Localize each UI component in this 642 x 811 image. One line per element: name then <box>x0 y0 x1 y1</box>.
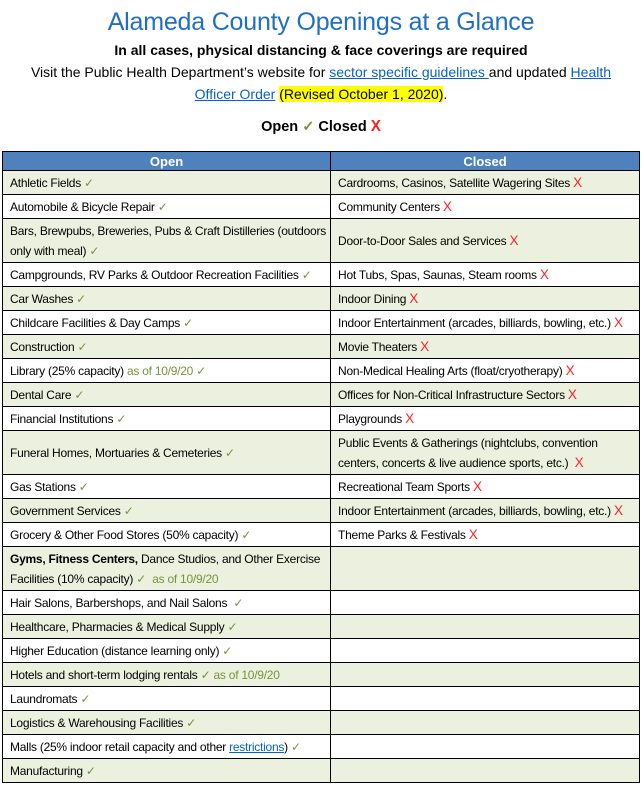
text-segment: Door-to-Door Sales and Services <box>338 233 510 248</box>
inline-link[interactable]: Health <box>570 64 612 80</box>
table-row <box>3 195 640 219</box>
x-icon: X <box>565 362 575 378</box>
closed-cell <box>331 431 640 475</box>
open-column-header: Open <box>3 152 331 171</box>
text-segment: Laundromats <box>10 691 81 706</box>
subtitle: In all cases, physical distancing & face coverings are required <box>114 42 528 58</box>
x-icon: X <box>539 266 549 282</box>
check-icon: ✓ <box>200 667 211 682</box>
check-icon: ✓ <box>225 445 235 460</box>
open-cell <box>3 219 331 263</box>
table-row <box>3 359 640 383</box>
x-icon: X <box>468 526 478 542</box>
closed-cell <box>331 287 640 311</box>
x-icon: X <box>613 314 623 330</box>
text-segment: Indoor Entertainment (arcades, billiards, bowling, etc.) <box>338 315 614 330</box>
check-icon: ✓ <box>80 691 91 706</box>
open-cell <box>3 407 331 431</box>
check-icon: ✓ <box>290 739 301 754</box>
open-cell <box>3 171 331 195</box>
bold-text: Gyms, Fitness Centers, <box>10 551 138 566</box>
check-icon: ✓ <box>123 503 134 518</box>
check-icon: ✓ <box>302 119 315 135</box>
text-segment: Cardrooms, Casinos, Satellite Wagering Sites <box>338 175 574 190</box>
table-row <box>3 263 640 287</box>
text-segment: Offices for Non-Critical Infrastructure Sectors <box>338 387 568 402</box>
check-icon: ✓ <box>78 479 89 494</box>
text-segment: Bars, Brewpubs, Breweries, Pubs & Craft Distilleries (outdoors only with meal) <box>10 223 330 258</box>
bold-text: Closed <box>314 119 371 135</box>
table-row <box>3 335 640 359</box>
check-icon: ✓ <box>183 315 193 330</box>
text-segment: Grocery & Other Food Stores (50% capacity) <box>10 527 242 542</box>
table-row <box>3 687 640 711</box>
text-segment: Automobile & Bicycle Repair <box>10 199 158 214</box>
check-icon: ✓ <box>186 715 197 730</box>
visit-note <box>2 61 640 105</box>
open-cell <box>3 311 331 335</box>
table-row <box>3 663 640 687</box>
open-cell <box>3 735 331 759</box>
text-segment: . <box>443 86 448 102</box>
text-segment: Childcare Facilities & Day Camps <box>10 315 184 330</box>
check-icon: ✓ <box>301 267 312 282</box>
open-cell <box>3 615 331 639</box>
closed-cell <box>331 195 640 219</box>
x-icon: X <box>370 118 381 135</box>
closed-cell <box>331 383 640 407</box>
text-segment: Hotels and short-term lodging rentals <box>10 667 201 682</box>
text-segment: Dental Care <box>10 387 75 402</box>
table-row <box>3 523 640 547</box>
x-icon: X <box>574 454 584 470</box>
closed-cell <box>331 475 640 499</box>
text-segment: Community Centers <box>338 199 443 214</box>
check-icon: ✓ <box>157 199 168 214</box>
table-row <box>3 219 640 263</box>
x-icon: X <box>420 338 429 354</box>
text-segment: Indoor Dining <box>338 291 410 306</box>
inline-link[interactable]: sector specific guidelines <box>329 64 489 80</box>
page-title: Alameda County Openings at a Glance <box>107 8 535 36</box>
check-icon: ✓ <box>74 387 85 402</box>
text-segment: Manufacturing <box>10 763 86 778</box>
closed-cell <box>331 171 640 195</box>
x-icon: X <box>442 198 452 214</box>
text-segment: Hair Salons, Barbershops, and Nail Salons <box>10 595 234 610</box>
text-segment: Financial Institutions <box>10 411 117 426</box>
text-segment: Hot Tubs, Spas, Saunas, Steam rooms <box>338 267 540 282</box>
table-row <box>3 591 640 615</box>
closed-cell <box>331 263 640 287</box>
closed-cell <box>331 711 640 735</box>
open-cell <box>3 287 331 311</box>
text-segment: Malls (25% indoor retail capacity and other <box>10 739 230 754</box>
table-row <box>3 759 640 783</box>
open-cell <box>3 591 331 615</box>
table-row <box>3 407 640 431</box>
date-note: as of 10/9/20 <box>126 363 197 378</box>
open-cell <box>3 547 331 591</box>
x-icon: X <box>567 386 577 402</box>
table-row <box>3 475 640 499</box>
inline-link[interactable]: Officer Order <box>194 86 276 102</box>
open-cell <box>3 663 331 687</box>
text-segment: Government Services <box>10 503 124 518</box>
check-icon: ✓ <box>84 175 94 190</box>
text-segment: Logistics & Warehousing Facilities <box>10 715 187 730</box>
open-cell <box>3 195 331 219</box>
text-segment: Dance Studios, and Other Exercise Facilities (10% capacity) <box>10 551 324 586</box>
x-icon: X <box>509 232 519 248</box>
x-icon: X <box>409 290 419 306</box>
text-segment: and updated <box>488 64 571 80</box>
open-cell <box>3 711 331 735</box>
text-segment: Higher Education (distance learning only) <box>10 643 223 658</box>
text-segment: Movie Theaters <box>338 339 421 354</box>
table-row <box>3 383 640 407</box>
open-cell <box>3 383 331 407</box>
table-row <box>3 711 640 735</box>
date-note: as of 10/9/20 <box>146 571 219 586</box>
text-segment: Indoor Entertainment (arcades, billiards, bowling, etc.) <box>338 503 614 518</box>
open-cell <box>3 431 331 475</box>
text-segment: Funeral Homes, Mortuaries & Cemeteries <box>10 445 225 460</box>
text-segment: Construction <box>10 339 78 354</box>
closed-cell <box>331 335 640 359</box>
check-icon: ✓ <box>89 243 100 258</box>
open-cell <box>3 687 331 711</box>
closed-cell <box>331 735 640 759</box>
table-row <box>3 311 640 335</box>
open-cell <box>3 475 331 499</box>
check-icon: ✓ <box>116 411 127 426</box>
text-segment: Non-Medical Healing Arts (float/cryotherapy) <box>338 363 566 378</box>
check-icon: ✓ <box>77 339 88 354</box>
closed-cell <box>331 687 640 711</box>
closed-cell <box>331 311 640 335</box>
check-icon: ✓ <box>85 763 96 778</box>
open-cell <box>3 359 331 383</box>
closed-cell <box>331 359 640 383</box>
x-icon: X <box>573 174 582 190</box>
table-row <box>3 639 640 663</box>
text-segment: Gas Stations <box>10 479 79 494</box>
closed-cell <box>331 759 640 783</box>
closed-cell <box>331 639 640 663</box>
check-icon: ✓ <box>241 527 252 542</box>
closed-cell <box>331 499 640 523</box>
text-segment: Playgrounds <box>338 411 406 426</box>
check-icon: ✓ <box>227 619 238 634</box>
legend <box>2 118 640 135</box>
open-cell <box>3 523 331 547</box>
openings-table <box>2 151 640 783</box>
inline-link[interactable]: restrictions <box>229 739 285 754</box>
table-row <box>3 287 640 311</box>
date-note: as of 10/9/20 <box>210 667 280 682</box>
closed-cell <box>331 407 640 431</box>
closed-cell <box>331 547 640 591</box>
open-cell <box>3 499 331 523</box>
check-icon: ✓ <box>196 363 207 378</box>
text-segment: Library (25% capacity) <box>10 363 127 378</box>
check-icon: ✓ <box>136 571 147 586</box>
open-cell <box>3 639 331 663</box>
text-segment: Public Events & Gatherings (nightclubs, convention centers, concerts & live audience sports, etc.) <box>338 435 601 470</box>
table-row <box>3 171 640 195</box>
table-row <box>3 431 640 475</box>
closed-column-header: Closed <box>331 152 640 171</box>
table-row <box>3 547 640 591</box>
highlight-text: (Revised October 1, 2020) <box>279 86 444 102</box>
open-cell <box>3 335 331 359</box>
table-row <box>3 615 640 639</box>
bold-text: Open <box>261 119 303 135</box>
table-header-row <box>3 152 640 171</box>
closed-cell <box>331 663 640 687</box>
text-segment: Campgrounds, RV Parks & Outdoor Recreation Facilities <box>10 267 302 282</box>
table-row <box>3 735 640 759</box>
closed-cell <box>331 523 640 547</box>
x-icon: X <box>613 502 623 518</box>
text-segment: Car Washes <box>10 291 77 306</box>
open-cell <box>3 263 331 287</box>
text-segment: Athletic Fields <box>10 175 85 190</box>
check-icon: ✓ <box>233 595 244 610</box>
check-icon: ✓ <box>222 643 233 658</box>
text-segment: Theme Parks & Festivals <box>338 527 469 542</box>
text-segment: Visit the Public Health Department’s website for <box>30 64 330 80</box>
text-segment: ) <box>284 739 291 754</box>
closed-cell <box>331 615 640 639</box>
text-segment: Recreational Team Sports <box>338 479 473 494</box>
closed-cell <box>331 591 640 615</box>
x-icon: X <box>472 478 482 494</box>
open-cell <box>3 759 331 783</box>
text-segment: Healthcare, Pharmacies & Medical Supply <box>10 619 228 634</box>
closed-cell <box>331 219 640 263</box>
check-icon: ✓ <box>76 291 86 306</box>
table-row <box>3 499 640 523</box>
x-icon: X <box>405 410 414 426</box>
